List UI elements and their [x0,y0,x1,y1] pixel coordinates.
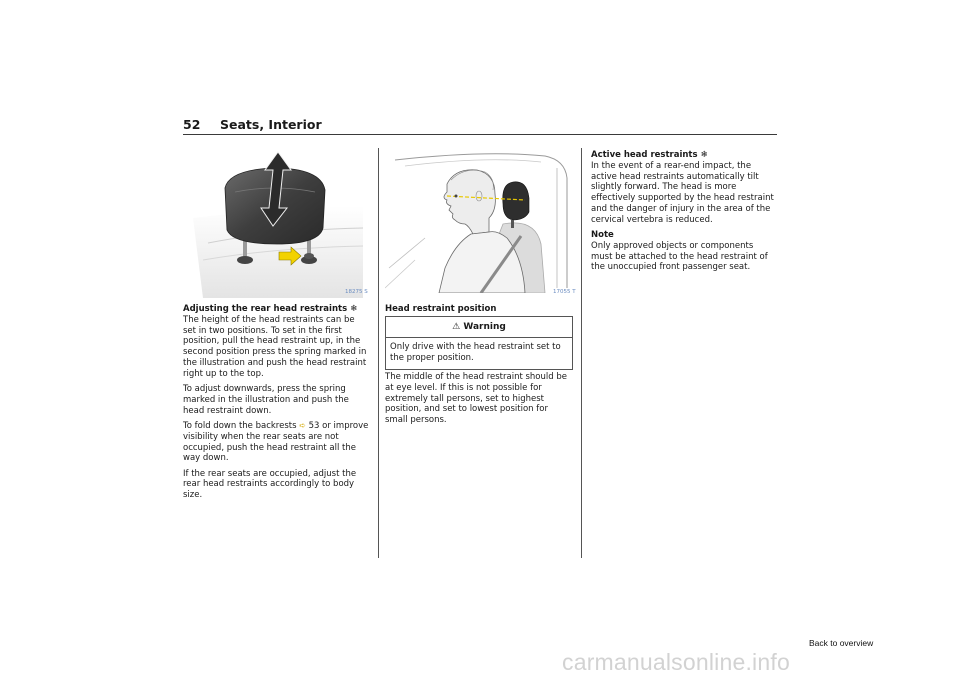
paragraph-fold-backrests [183,421,369,464]
head-restraint-position-illustration [385,148,575,293]
warning-triangle-icon: ⚠ [452,322,461,332]
heading-active-head-restraints: Active head restraints ❄ [591,150,708,160]
paragraph-adjust-downwards: To adjust downwards, press the spring marked in the illustration and push the head restraint down. [183,384,349,416]
figure-code-middle: 17055 T [553,289,576,295]
column-divider-right [581,148,582,558]
page-reference-arrow-icon[interactable]: ➪ [299,420,306,430]
column-divider-left [378,148,379,558]
warning-title: Warning [463,322,506,332]
warning-header [386,317,572,338]
figure-code-left: 18275 S [345,289,368,295]
fold-text-after: 53 or improve visibility when the rear seats are not occupied, push the head restraint all the way down. [183,420,369,464]
paragraph-eye-level: The middle of the head restraint should be at eye level. If this is not possible for extremely tall persons, set to highest position, and set to lowest position for small persons. [385,372,567,426]
column-2-text [385,372,573,430]
column-3-text [591,150,777,278]
header-rule [183,134,777,135]
paragraph-rear-end-impact: In the event of a rear-end impact, the active head restraints automatically tilt slightly forward. The head is more effectively supported by the head restraint and the danger of injury in the area of the cervical vertebra is reduced. [591,160,774,225]
warning-box [385,316,573,370]
heading-rear-head-restraints: Adjusting the rear head restraints ❄ [183,304,358,314]
watermark: carmanualsonline.info [562,649,790,675]
column-1-text [183,304,369,506]
column-2-heading [385,304,573,315]
note-label: Note [591,230,614,241]
rear-head-restraint-illustration [183,148,363,298]
paragraph-height-positions: The height of the head restraints can be set in two positions. To set in the first position, pull the head restraint up, in the second position press the spring marked in the illustration and push the head restraint right up to the top. [183,314,367,379]
heading-head-restraint-position: Head restraint position [385,304,497,314]
page-number: 52 [183,117,201,132]
note-text: Only approved objects or components must be attached to the head restraint of the unoccupied front passenger seat. [591,240,768,273]
warning-text: Only drive with the head restraint set to the proper position. [390,342,561,363]
section-title: Seats, Interior [220,117,322,132]
back-to-overview-link[interactable]: Back to overview [809,638,874,648]
fold-text-before: To fold down the backrests [183,420,300,431]
paragraph-rear-seats-occupied: If the rear seats are occupied, adjust the rear head restraints accordingly to body size. [183,468,357,501]
